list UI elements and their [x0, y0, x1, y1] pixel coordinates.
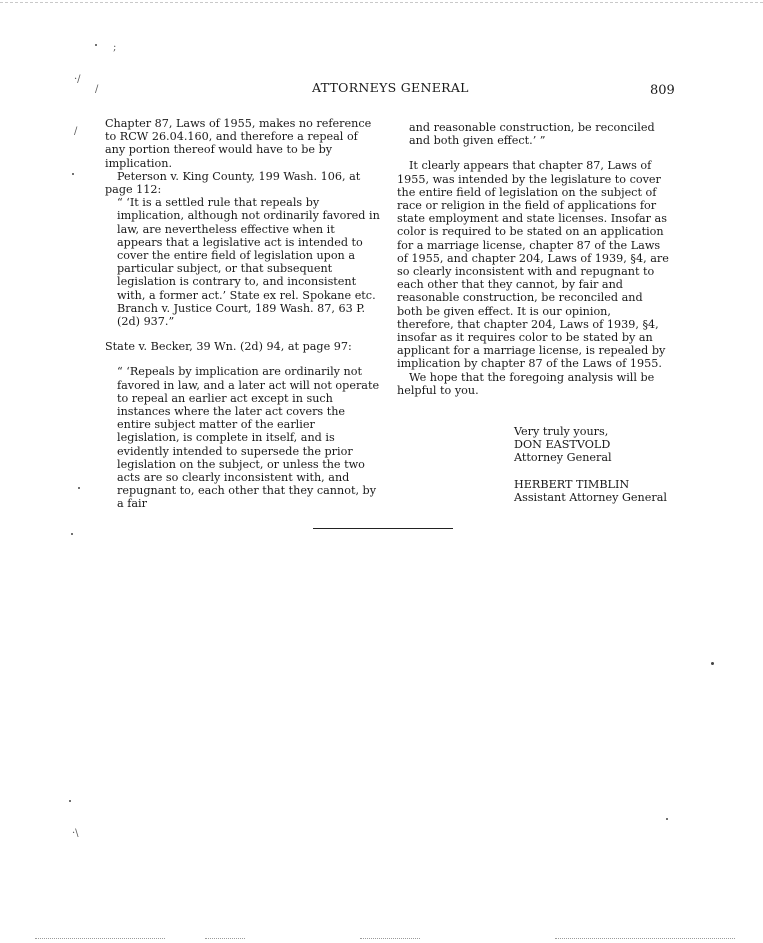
signature-title-attorney-general: Attorney General	[514, 451, 612, 464]
citation-becker: State v. Becker, 39 Wn. (2d) 94, at page 97:	[105, 340, 352, 354]
right-column	[397, 121, 669, 397]
scan-speck	[78, 487, 80, 489]
top-scan-border	[0, 2, 763, 3]
left-column	[105, 117, 380, 511]
scan-speck-mark: ·\	[72, 828, 79, 839]
page-number: 809	[650, 83, 675, 98]
scan-speck	[666, 818, 668, 820]
scan-speck	[72, 173, 74, 175]
opinion-paragraph: It clearly appears that chapter 87, Laws of 1955, was intended by the legislature to cover the entire field of legislation on the subject of race or religion in the field of applications for state employment and state licenses. Insofar as color is required to be stated on an application for a marriage license, chapter 87 of the Laws of 1955, and chapter 204, Laws of 1939, §4, are so clearly inconsistent with and repugnant to each other that they cannot, by fair and reasonable construction, be reconciled and both be given effect. It is our opinion, therefore, that chapter 204, Laws of 1939, §4, insofar as it requires color to be stated by an applicant for a marriage license, is repealed by implication by chapter 87 of the Laws of 1955.	[397, 159, 669, 371]
signature-closing: Very truly yours,	[514, 425, 609, 438]
running-header-title: ATTORNEYS GENERAL	[312, 80, 469, 95]
quote-becker: “ ‘Repeals by implication are ordinarily not favored in law, and a later act will not operate to repeal an earlier act except in such instances where the later act covers the entire subject matter of the earlier legislation, is complete in itself, and is evidently intended to supersede the prior legislation on the subject, or unless the two acts are so clearly inconsistent with, and repugnant to, each other that they cannot, by a fair	[117, 365, 380, 511]
scan-speck-mark: /	[74, 126, 78, 137]
scan-speck	[95, 44, 97, 46]
bottom-scan-border	[35, 938, 165, 939]
scan-speck-mark: /	[95, 84, 99, 95]
bottom-scan-border	[555, 938, 735, 939]
scan-speck	[69, 800, 71, 802]
bottom-scan-border	[205, 938, 245, 939]
signature-title-assistant: Assistant Attorney General	[514, 491, 667, 504]
left-paragraph-1: Chapter 87, Laws of 1955, makes no reference to RCW 26.04.160, and therefore a repeal of any portion thereof would have to be by implication.	[105, 117, 372, 170]
closing-paragraph: We hope that the foregoing analysis will be helpful to you.	[397, 370, 655, 397]
citation-peterson: Peterson v. King County, 199 Wash. 106, at page 112:	[105, 169, 361, 197]
quote-peterson: “ ‘It is a settled rule that repeals by implication, although not ordinarily favored in law, are nevertheless effective when it appears that a legislative act is intended to cover the entire field of legislation upon a particular subject, or that subsequent legislation is contrary to, and inconsistent with, a former act.’ State ex rel. Spokane etc. Branch v. Justice Court, 189 Wash. 87, 63 P. (2d) 937.”	[117, 196, 380, 329]
quote-becker-continued: and reasonable construction, be reconciled and both given effect.’ ”	[409, 121, 655, 148]
signature-name-assistant: HERBERT TIMBLIN	[514, 478, 630, 491]
bottom-scan-border	[360, 938, 420, 939]
scan-speck	[711, 662, 714, 665]
scan-speck	[71, 533, 73, 535]
signature-name-attorney-general: DON EASTVOLD	[514, 438, 611, 451]
scan-speck-mark: ;	[113, 42, 117, 53]
scan-speck-mark: ·/	[74, 74, 81, 85]
section-divider-rule	[313, 528, 453, 529]
